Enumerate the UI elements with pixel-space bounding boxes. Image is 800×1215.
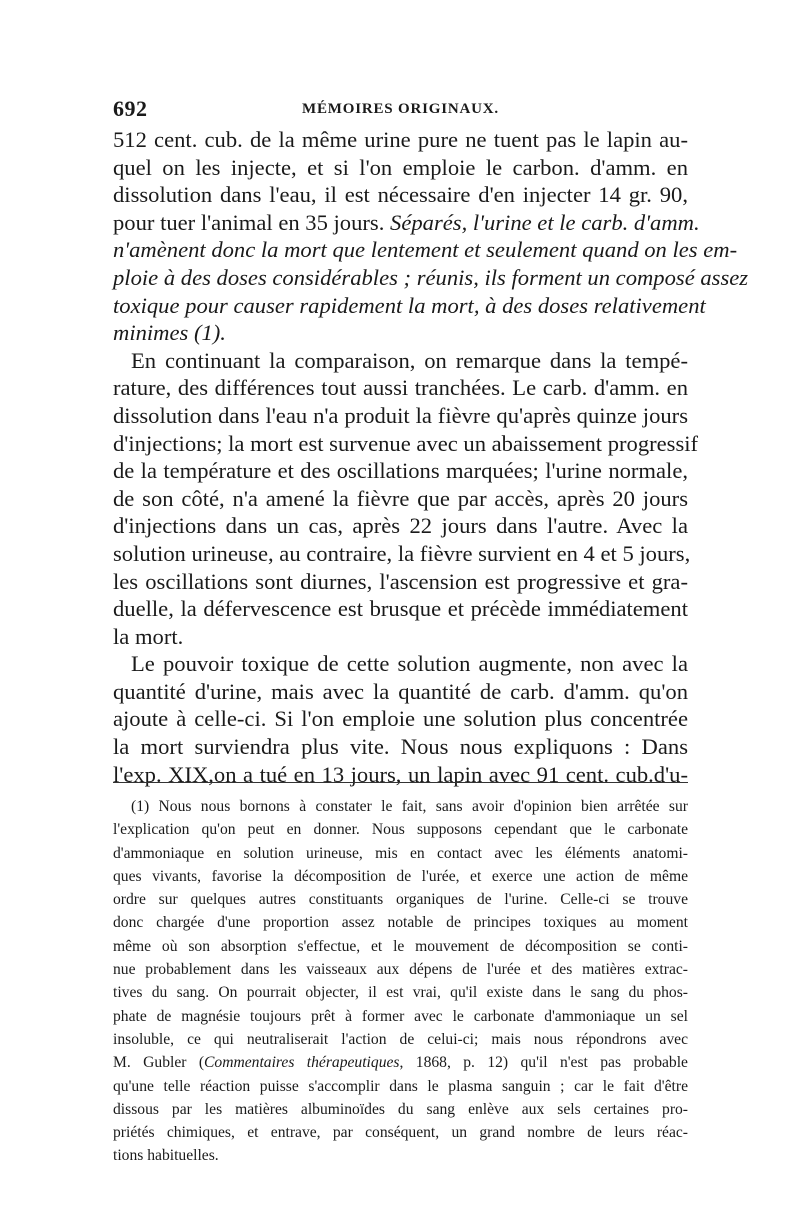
body-line: duelle, la défervescence est brusque et précède immédiatement xyxy=(113,596,688,622)
footnote-line: d'ammoniaque en solution urineuse, mis en contact avec les éléments anatomi- xyxy=(113,844,688,862)
footnote-line: ordre sur quelques autres constituants organiques de l'urine. Celle-ci se trouve xyxy=(113,891,688,909)
body-line xyxy=(113,236,738,264)
body-line xyxy=(113,209,700,237)
body-line: d'injections; la mort est survenue avec un abaissement progressif xyxy=(113,430,699,456)
footnote-line: priétés chimiques, et entrave, par conséquent, un grand nombre de leurs réac- xyxy=(113,1124,688,1142)
page-header xyxy=(113,96,688,126)
italic-line: ploie à des doses considérables ; réunis, ils forment un composé assez xyxy=(113,264,749,290)
footnote-line: tives du sang. On pourrait objecter, il est vrai, qu'il existe dans le sang du phos- xyxy=(113,984,688,1002)
page-number: 692 xyxy=(113,96,148,121)
italic-line: toxique pour causer rapidement la mort, à des doses relativement xyxy=(113,292,706,318)
footnote-line: insoluble, ce qui neutraliserait l'action de celui-ci; mais nous répondrons avec xyxy=(113,1030,688,1048)
footnote-line: donc chargée d'une proportion assez notable de principes toxiques au moment xyxy=(113,914,688,932)
body-line: quantité d'urine, mais avec la quantité de carb. d'amm. qu'on xyxy=(113,678,688,704)
body-line: de son côté, n'a amené la fièvre que par accès, après 20 jours xyxy=(113,485,688,511)
footnote-line xyxy=(113,1051,688,1074)
body-line: les oscillations sont diurnes, l'ascension est progressive et gra- xyxy=(113,568,688,594)
body-line: quel on les injecte, et si l'on emploie le carbon. d'amm. en xyxy=(113,154,688,180)
body-line: la mort surviendra plus vite. Nous nous expliquons : Dans xyxy=(113,734,688,760)
body-line: l'exp. XIX,on a tué en 13 jours, un lapin avec 91 cent. cub.d'u- xyxy=(113,761,688,787)
italic-citation: Commentaires thérapeutiques xyxy=(204,1054,400,1072)
footnote-line: nue probablement dans les vaisseaux aux dépens de l'urée et des matières extrac- xyxy=(113,961,688,979)
body-line: rature, des différences tout aussi tranchées. Le carb. d'amm. en xyxy=(113,375,688,401)
body-line xyxy=(113,264,749,292)
footnote-separator xyxy=(113,782,688,783)
body-line: la mort. xyxy=(113,623,184,649)
footnote-line: dissous par les matières albuminoïdes du sang enlève aux sels certaines pro- xyxy=(113,1100,688,1118)
body-line: En continuant la comparaison, on remarque dans la tempé- xyxy=(131,347,688,373)
body-line: dissolution dans l'eau, il est nécessaire d'en injecter 14 gr. 90, xyxy=(113,182,688,208)
footnote-line: l'explication qu'on peut en donner. Nous supposons cependant que le carbonate xyxy=(113,821,688,839)
footnote-line: (1) Nous nous bornons à constater le fait, sans avoir d'opinion bien arrêtée sur xyxy=(131,798,688,815)
footnote-line-start: M. Gubler ( xyxy=(113,1054,205,1072)
running-head: MÉMOIRES ORIGINAUX. xyxy=(302,101,499,117)
italic-line: minimes (1). xyxy=(113,320,226,346)
body-line: solution urineuse, au contraire, la fièvre survient en 4 et 5 jours, xyxy=(113,540,691,566)
body-line: de la température et des oscillations marquées; l'urine normale, xyxy=(113,458,688,484)
footnote-line: même où son absorption s'effectue, et le mouvement de décomposition se conti- xyxy=(113,937,688,955)
italic-line: n'amènent donc la mort que lentement et seulement quand on les em- xyxy=(113,237,738,263)
body-line: 512 cent. cub. de la même urine pure ne tuent pas le lapin au- xyxy=(113,127,688,152)
footnote-line-end: , 1868, p. 12) qu'il n'est pas probable xyxy=(399,1054,688,1072)
footnote-line: qu'une telle réaction puisse s'accomplir dans le plasma sanguin ; car le fait d'être xyxy=(113,1077,688,1095)
footnote-separator-tail xyxy=(558,782,688,783)
body-line: ajoute à celle-ci. Si l'on emploie une solution plus concentrée xyxy=(113,706,688,732)
body-line-start: pour tuer l'animal en 35 jours. xyxy=(113,209,391,235)
body-text xyxy=(113,126,749,788)
italic-phrase: Séparés, l'urine et le carb. d'amm. xyxy=(390,209,700,235)
body-line: Le pouvoir toxique de cette solution augmente, non avec la xyxy=(131,651,688,677)
footnote-line: phate de magnésie toujours prêt à former avec le carbonate d'ammoniaque un sel xyxy=(113,1007,688,1025)
body-line xyxy=(113,292,706,320)
body-line: d'injections dans un cas, après 22 jours dans l'autre. Avec la xyxy=(113,513,688,539)
footnote-line: ques vivants, favorise la décomposition de l'urée, et exerce une action de même xyxy=(113,867,688,885)
footnote xyxy=(113,795,688,1168)
footnote-line: tions habituelles. xyxy=(113,1147,219,1165)
body-line: dissolution dans l'eau n'a produit la fièvre qu'après quinze jours xyxy=(113,402,688,428)
body-line xyxy=(113,319,688,347)
